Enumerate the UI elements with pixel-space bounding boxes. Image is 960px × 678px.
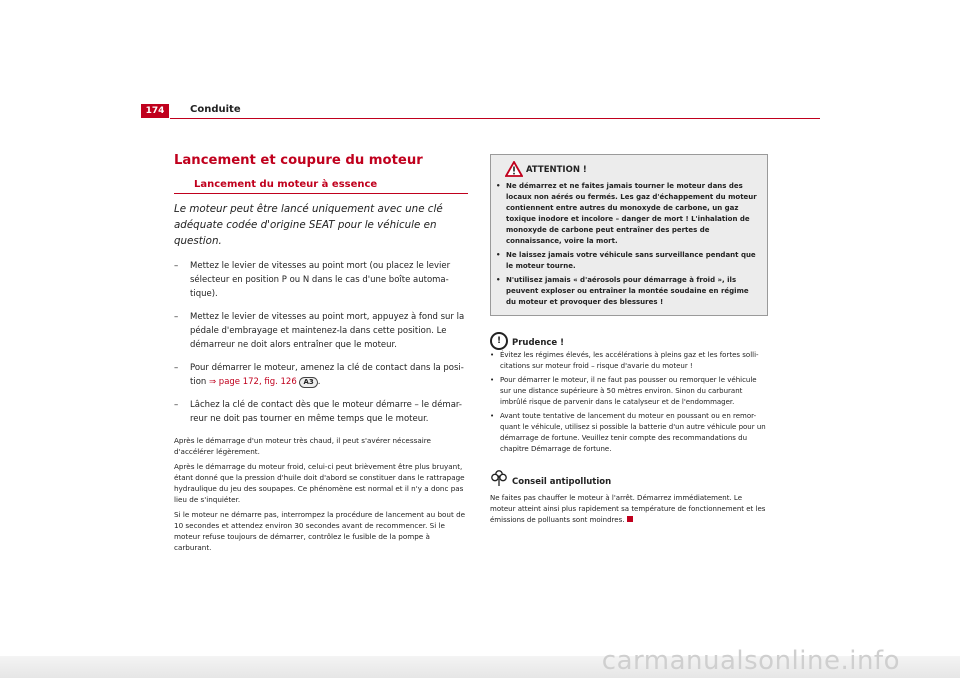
prudence-text: Pour démarrer le moteur, il ne faut pas pousser ou remorquer le véhicule sur une distance supérieure à 50 mètres environ. Sinon du carburant imbrûlé risque de parvenir dans le catalyseur et de l'endommager. xyxy=(500,376,757,406)
conseil-body: Ne faites pas chauffer le moteur à l'arrêt. Démarrez immédiatement. Le moteur atteint ainsi plus rapidement sa température de fonctionnement et les émissions de polluants sont moindres. xyxy=(490,494,766,524)
list-item xyxy=(174,259,468,301)
bullet-icon: • xyxy=(496,251,501,259)
exclamation-icon: ! xyxy=(490,332,508,350)
attention-box xyxy=(490,154,768,316)
running-title: Conduite xyxy=(190,104,241,115)
conseil-header xyxy=(490,471,768,489)
bullet-icon: • xyxy=(490,351,495,359)
list-item xyxy=(496,275,761,308)
page-reference-link[interactable]: ⇒ page 172, fig. 126 xyxy=(208,377,297,387)
step-dash: – xyxy=(174,400,179,410)
note-paragraph: Après le démarrage du moteur froid, celui-ci peut brièvement être plus bruyant, étant donné que la pression d'huile doit d'abord se constituer dans le rattrapage hydraulique du jeu des soupapes. Ce phénomène est normal et il n'y a donc pas lieu de s'inquiéter. xyxy=(174,462,465,504)
list-item xyxy=(174,310,468,352)
step-text: Mettez le levier de vitesses au point mort, appuyez à fond sur la pédale d'embrayage et maintenez-la dans cette position. Le démarreur ne doit alors entraîner que le moteur. xyxy=(190,312,465,350)
note-paragraph: Si le moteur ne démarre pas, interrompez la procédure de lancement au bout de 10 secondes et attendez environ 30 secondes avant de recommencer. Si le moteur refuse toujours de démarrer, contrôlez le fusible de la pompe à carburant. xyxy=(174,510,466,552)
page-number: 174 xyxy=(141,104,169,118)
right-column xyxy=(490,154,768,526)
prudence-header xyxy=(490,332,768,350)
note-paragraph: Après le démarrage d'un moteur très chaud, il peut s'avérer nécessaire d'accélérer légèrement. xyxy=(174,436,431,456)
attention-title: ATTENTION ! xyxy=(526,165,587,175)
warning-triangle-icon xyxy=(505,161,523,177)
attention-header xyxy=(496,159,761,181)
list-item xyxy=(490,350,768,372)
prudence-title: Prudence ! xyxy=(512,338,565,348)
prudence-text: Évitez les régimes élevés, les accélérations à pleins gaz et les fortes solli-citations sur moteur froid – risque d'avarie du moteur ! xyxy=(500,351,759,370)
subsection-rule xyxy=(174,193,468,194)
step-list xyxy=(174,259,468,426)
bullet-icon: • xyxy=(490,412,495,420)
conseil-text xyxy=(490,493,768,526)
step-dash: – xyxy=(174,363,179,373)
figure-callout: A3 xyxy=(299,377,317,388)
list-item xyxy=(174,398,468,426)
notes xyxy=(174,435,468,553)
step-dash: – xyxy=(174,312,179,322)
list-item xyxy=(490,411,768,455)
attention-text: N'utilisez jamais « d'aérosols pour démarrage à froid », ils peuvent exploser ou entraîner la montée soudaine en régime du moteur et provoquer des blessures ! xyxy=(506,276,749,306)
conseil-title: Conseil antipollution xyxy=(512,477,612,487)
step-text: Lâchez la clé de contact dès que le moteur démarre – le démar-reur ne doit pas tourner en même temps que le moteur. xyxy=(190,400,462,424)
step-text-end: . xyxy=(317,377,321,387)
intro-paragraph: Le moteur peut être lancé uniquement avec une clé adéquate codée d'origine SEAT pour le véhicule en question. xyxy=(174,203,443,247)
subsection-title: Lancement du moteur à essence xyxy=(194,179,378,190)
list-item xyxy=(496,250,761,272)
bullet-icon: • xyxy=(496,182,501,190)
header-rule xyxy=(170,118,820,119)
step-text: Pour démarrer le moteur, amenez la clé de contact dans la posi-tion xyxy=(190,363,464,387)
list-item xyxy=(496,181,761,247)
watermark: carmanualsonline.info xyxy=(601,646,900,676)
step-dash: – xyxy=(174,261,179,271)
bullet-icon: • xyxy=(490,376,495,384)
list-item xyxy=(174,361,468,389)
attention-text: Ne démarrez et ne faites jamais tourner le moteur dans des locaux non aérés ou fermés. Les gaz d'échappement du moteur contiennent entre autres du monoxyde de carbone, un gaz toxique inodore et incolore – danger de mort ! L'inhalation de monoxyde de carbone peut entraîner des pertes de connaissance, voire la mort. xyxy=(506,182,757,245)
end-square-icon xyxy=(627,516,633,522)
flower-icon xyxy=(490,469,508,487)
prudence-text: Avant toute tentative de lancement du moteur en poussant ou en remor-quant le véhicule, utilisez si possible la batterie d'un autre véhicule pour un démarrage de fortune. Veuillez tenir compte des recommandations du chapitre Démarrage de fortune. xyxy=(500,412,766,453)
list-item xyxy=(490,375,768,408)
bullet-icon: • xyxy=(496,276,501,284)
step-text: Mettez le levier de vitesses au point mort (ou placez le levier sélecteur en position P ou N dans le cas d'une boîte automa-tique). xyxy=(190,261,451,299)
section-title: Lancement et coupure du moteur xyxy=(174,153,423,168)
left-column xyxy=(174,152,468,557)
attention-text: Ne laissez jamais votre véhicule sans surveillance pendant que le moteur tourne. xyxy=(506,251,756,270)
